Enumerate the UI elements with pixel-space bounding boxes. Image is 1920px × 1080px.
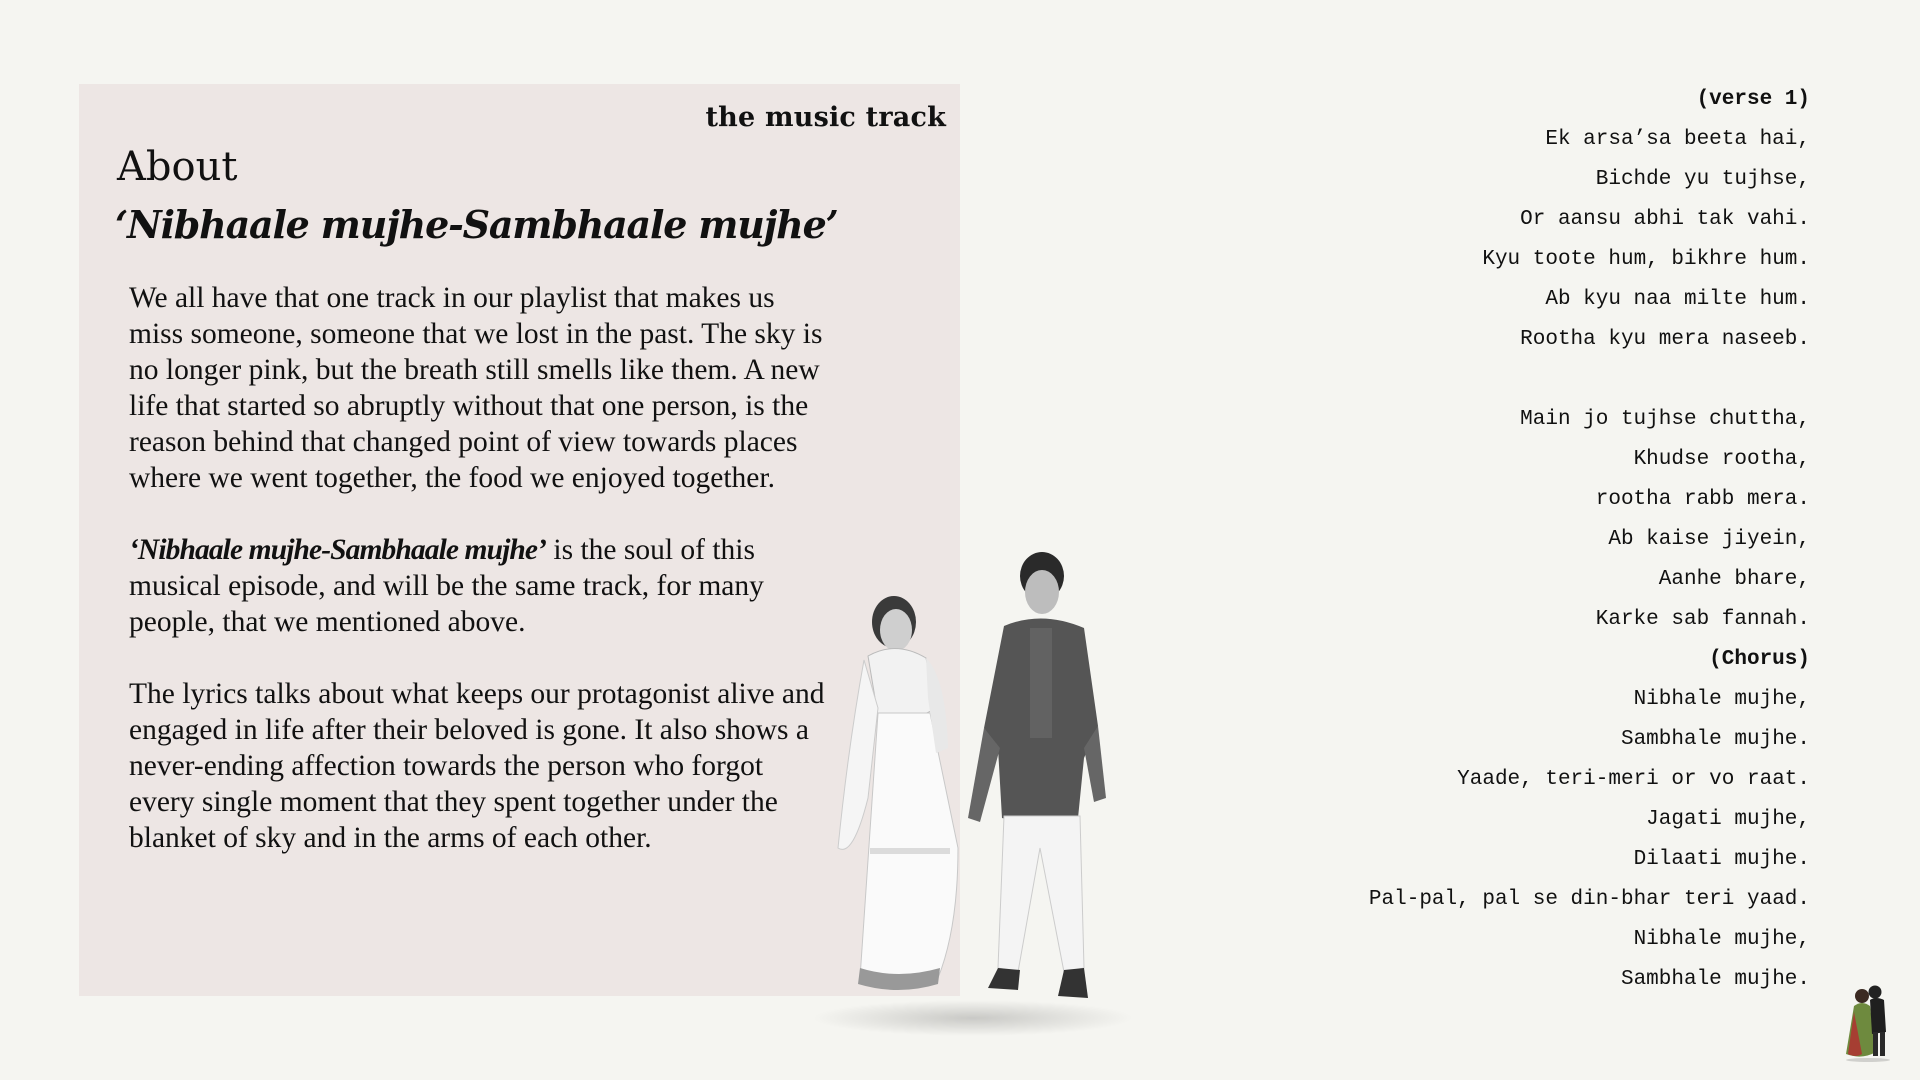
lyric-line: Nibhale mujhe, [1633,688,1810,711]
lyric-line: Nibhale mujhe, [1633,928,1810,951]
lyric-line: Dilaati mujhe. [1633,848,1810,871]
lyric-line: Bichde yu tujhse, [1595,168,1810,191]
lyrics-column [1110,80,1810,1000]
description-paragraph-3: The lyrics talks about what keeps our protagonist alive and engaged in life after their beloved is gone. It also shows a never-ending affection towards the person who forgot every single moment that they spent together under the blanket of sky and in the arms of each other. [129,678,825,854]
lyric-line: Jagati mujhe, [1646,808,1810,831]
lyrics-spacer [1110,360,1810,400]
couple-walking-image [808,548,1138,1038]
lyric-line: rootha rabb mera. [1595,488,1810,511]
lyric-line: Pal-pal, pal se din-bhar teri yaad. [1368,888,1810,911]
inline-song-title: ‘Nibhaale mujhe-Sambhaale mujhe’ [129,534,547,566]
lyric-line: Ab kaise jiyein, [1608,528,1810,551]
lyric-line: Yaade, teri-meri or vo raat. [1457,768,1810,791]
lyric-line: Or aansu abhi tak vahi. [1520,208,1810,231]
section-tag: the music track [705,102,946,133]
lyric-line: Karke sab fannah. [1595,608,1810,631]
lyric-line: Main jo tujhse chuttha, [1520,408,1810,431]
about-heading: About [117,144,238,190]
lyrics-section-heading: (verse 1) [1696,88,1810,111]
song-title: ‘Nibhaale mujhe-Sambhaale mujhe’ [115,202,838,247]
man-figure [968,552,1106,998]
lyric-line: Kyu toote hum, bikhre hum. [1482,248,1810,271]
couple-logo-icon [1842,982,1894,1062]
description-paragraph-1: We all have that one track in our playlist that makes us miss someone, someone that we lost in the past. The sky is no longer pink, but the breath still smells like them. A new life that started so abruptly without that one person, is the reason behind that changed point of view towards places where we went together, the food we enjoyed together. [129,282,823,494]
lyric-line: Sambhale mujhe. [1620,968,1810,991]
lyric-line: Ab kyu naa milte hum. [1545,288,1810,311]
paragraph-2-text: is the soul of this musical episode, and will be the same track, for many people, that we mentioned above. [129,534,764,638]
lyrics-section-heading: (Chorus) [1709,648,1810,671]
woman-figure [838,596,958,990]
lyric-line: Ek arsa’sa beeta hai, [1545,128,1810,151]
description [129,280,829,892]
lyric-line: Rootha kyu mera naseeb. [1520,328,1810,351]
lyric-line: Aanhe bhare, [1658,568,1810,591]
lyric-line: Sambhale mujhe. [1620,728,1810,751]
lyric-line: Khudse rootha, [1633,448,1810,471]
description-paragraph-2 [129,532,829,640]
